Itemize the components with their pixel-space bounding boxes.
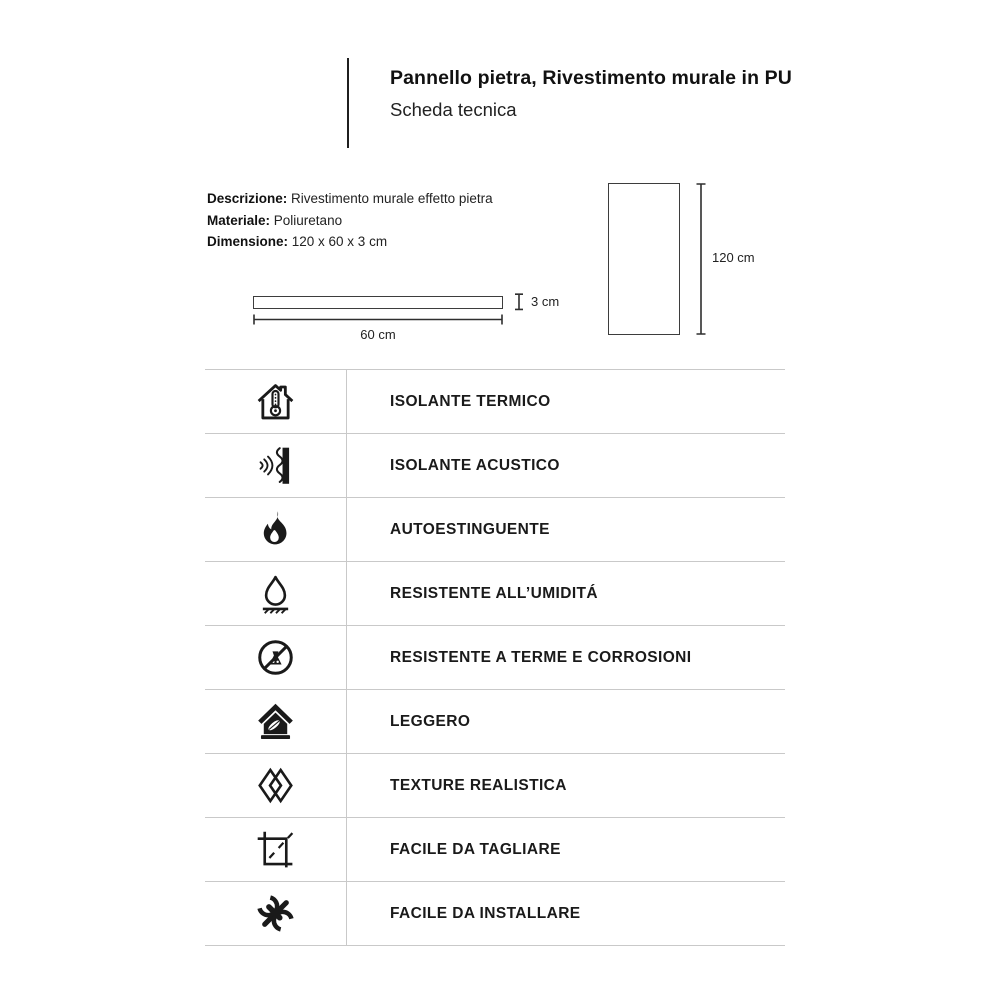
thickness-dimension-label: 3 cm [531, 294, 560, 309]
height-dimension-label: 120 cm [712, 250, 755, 265]
panel-side-diagram [253, 296, 503, 309]
page-title: Pannello pietra, Rivestimento murale in PU [390, 67, 792, 89]
feature-label-cell [347, 498, 785, 561]
spec-value: Poliuretano [273, 212, 343, 228]
flame-icon [253, 507, 298, 552]
tools-icon [253, 891, 298, 936]
feature-label: LEGGERO [390, 712, 471, 730]
feature-label-cell [347, 754, 785, 817]
page-subtitle: Scheda tecnica [390, 99, 517, 120]
header [390, 67, 792, 121]
feature-row [205, 434, 785, 498]
feature-icon-cell [205, 498, 347, 561]
crop-cut-icon [253, 827, 298, 872]
acoustic-insulation-icon [253, 443, 298, 488]
feature-icon-cell [205, 818, 347, 881]
feature-icon-cell [205, 690, 347, 753]
feature-label: ISOLANTE ACUSTICO [390, 456, 560, 474]
spec-line [207, 188, 493, 210]
feature-label: FACILE DA TAGLIARE [390, 840, 561, 858]
feature-icon-cell [205, 562, 347, 625]
feature-label-cell [347, 626, 785, 689]
spec-label: Materiale: [207, 212, 274, 228]
thermal-insulation-icon [253, 379, 298, 424]
feature-icon-cell [205, 626, 347, 689]
feature-row [205, 562, 785, 626]
feature-icon-cell [205, 370, 347, 433]
feature-label-cell [347, 562, 785, 625]
feature-row [205, 690, 785, 754]
spec-line [207, 231, 493, 253]
feature-row [205, 370, 785, 434]
light-house-feather-icon [253, 699, 298, 744]
feature-icon-cell [205, 434, 347, 497]
feature-icon-cell [205, 754, 347, 817]
specs-block [207, 188, 493, 253]
no-termite-icon [253, 635, 298, 680]
header-divider-bar [347, 58, 349, 148]
feature-label-cell [347, 818, 785, 881]
spec-label: Dimensione: [207, 234, 292, 249]
feature-row [205, 818, 785, 882]
spec-value: 120 x 60 x 3 cm [291, 234, 388, 249]
spec-label: Descrizione: [207, 191, 292, 206]
spec-value: Rivestimento murale effetto pietra [291, 191, 493, 206]
feature-label-cell [347, 370, 785, 433]
feature-label: TEXTURE REALISTICA [390, 776, 567, 794]
feature-icon-cell [205, 882, 347, 945]
feature-row [205, 626, 785, 690]
feature-label-cell [347, 434, 785, 497]
feature-label: RESISTENTE ALL’UMIDITÁ [390, 584, 599, 602]
features-table [205, 369, 785, 946]
width-dimension-label: 60 cm [360, 327, 396, 342]
feature-label-cell [347, 882, 785, 945]
feature-row [205, 754, 785, 818]
feature-row [205, 498, 785, 562]
width-measure-line [253, 314, 503, 325]
feature-label-cell [347, 690, 785, 753]
thickness-measure-line [514, 293, 524, 311]
diamond-texture-icon [253, 763, 298, 808]
feature-label: ISOLANTE TERMICO [390, 392, 551, 410]
spec-line [207, 210, 493, 232]
water-drop-icon [253, 571, 298, 616]
height-measure-line [695, 183, 707, 335]
feature-row [205, 882, 785, 946]
feature-label: AUTOESTINGUENTE [390, 520, 550, 538]
feature-label: RESISTENTE A TERME E CORROSIONI [390, 648, 692, 666]
feature-label: FACILE DA INSTALLARE [390, 904, 581, 922]
panel-front-diagram [608, 183, 680, 335]
